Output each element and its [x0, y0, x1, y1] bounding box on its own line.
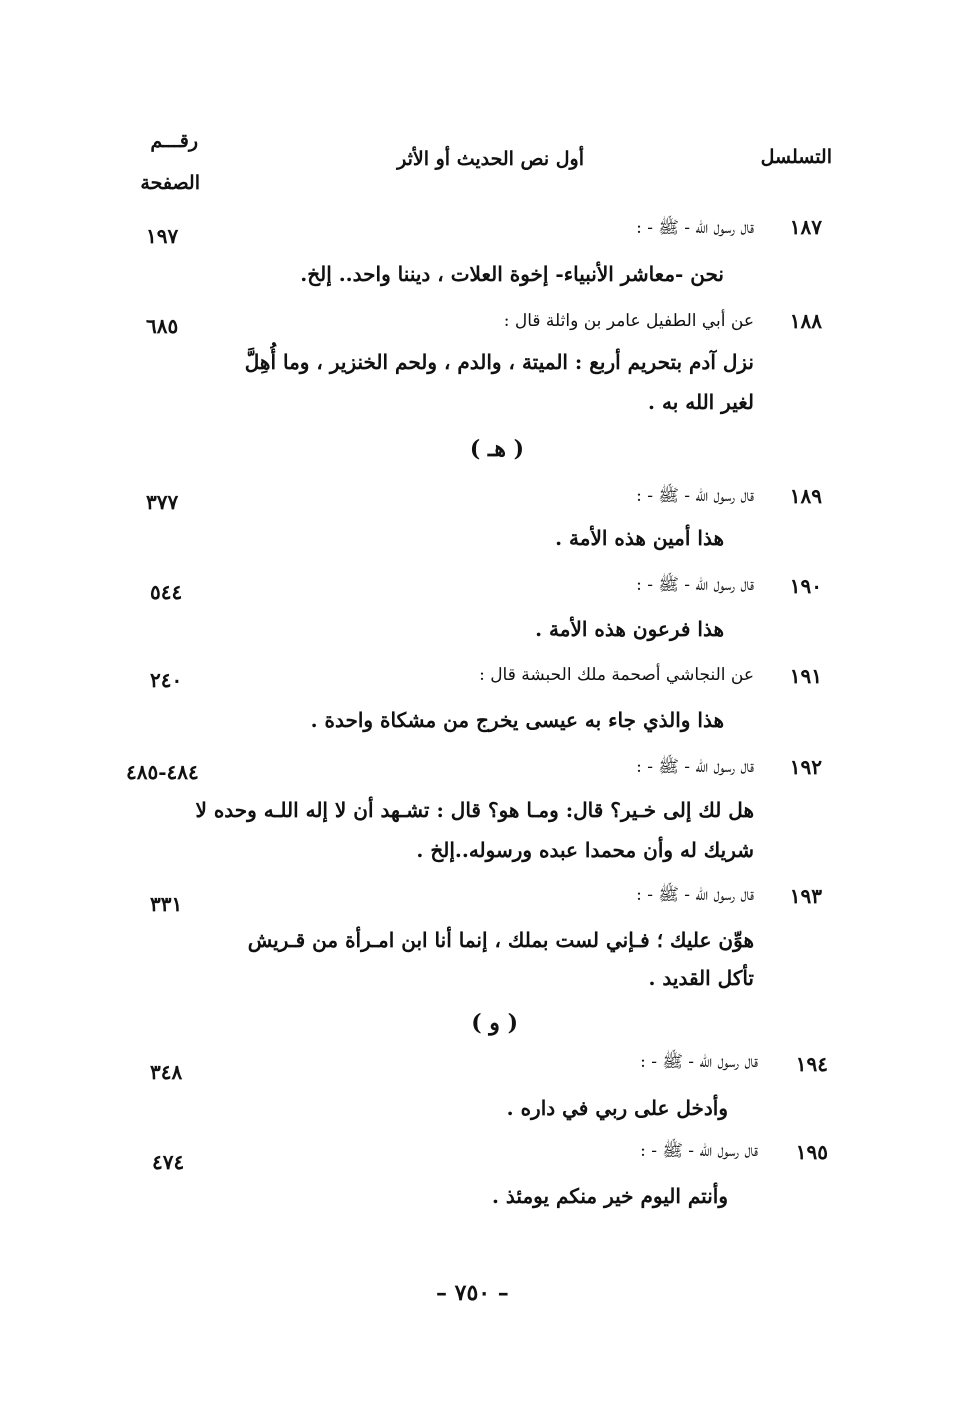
section-heading: ( و ): [471, 1010, 518, 1036]
entry-intro: قال رسول الله - ﷺ - :: [636, 486, 754, 506]
entry-intro: قال رسول الله - ﷺ - :: [636, 885, 754, 905]
entry-serial: ١٩٥: [795, 1140, 828, 1164]
entry-page-ref: ١٩٧: [146, 224, 179, 248]
entry-text-line: هذا والذي جاء به عيسى يخرج من مشكاة واحدة .: [310, 708, 724, 732]
entry-text-line: هذا فرعون هذه الأمة .: [535, 617, 724, 641]
page-number: – ٧٥٠ –: [436, 1280, 509, 1306]
header-page-number-line2: الصفحة: [140, 172, 200, 194]
header-serial: التسلسل: [760, 146, 832, 168]
entry-text-line: شريك له وأن محمدا عبده ورسوله..إلخ .: [416, 838, 754, 862]
entry-text-line: تأكل القديد .: [648, 966, 754, 990]
entry-serial: ١٨٩: [789, 484, 822, 508]
entry-page-ref: ٢٤٠: [150, 668, 183, 692]
entry-page-ref: ٤٧٤: [152, 1150, 185, 1174]
entry-page-ref: ٣٤٨: [150, 1060, 183, 1084]
entry-page-ref: ٦٨٥: [146, 314, 179, 338]
entry-intro: قال رسول الله - ﷺ - :: [636, 757, 754, 777]
entry-intro: قال رسول الله - ﷺ - :: [640, 1052, 758, 1072]
section-heading: ( هـ ): [469, 436, 524, 462]
entry-serial: ١٩١: [789, 664, 822, 688]
entry-page-ref: ٥٤٤: [150, 580, 183, 604]
entry-intro: قال رسول الله - ﷺ - :: [636, 575, 754, 595]
entry-text-line: وأنتم اليوم خير منكم يومئذ .: [492, 1184, 728, 1208]
entry-serial: ١٩٣: [789, 884, 822, 908]
entry-serial: ١٩٤: [795, 1052, 828, 1076]
entry-page-ref: ٤٨٤-٤٨٥: [126, 760, 199, 784]
entry-page-ref: ٣٧٧: [146, 490, 179, 514]
entry-text-line: هوِّن عليك ؛ فـإني لست بملك ، إنما أنا ابن امـرأة من قـريش: [247, 928, 754, 952]
entry-intro: قال رسول الله - ﷺ - :: [636, 218, 754, 238]
entry-text-line: وأدخل على ربي في داره .: [506, 1096, 728, 1120]
entry-text-line: نحن -معاشر الأنبياء- إخوة العلات ، ديننا واحد.. إلخ.: [300, 262, 724, 286]
entry-text-line: هذا أمين هذه الأمة .: [555, 526, 724, 550]
entry-text-line: لغير الله به .: [648, 390, 754, 414]
entry-serial: ١٨٨: [789, 309, 822, 333]
entry-intro: عن النجاشي أصحمة ملك الحبشة قال :: [479, 665, 754, 685]
entry-serial: ١٩٠: [789, 574, 822, 598]
entry-intro: قال رسول الله - ﷺ - :: [640, 1141, 758, 1161]
entry-page-ref: ٣٣١: [150, 892, 183, 916]
entry-serial: ١٨٧: [789, 215, 822, 239]
entry-serial: ١٩٢: [789, 755, 822, 779]
entry-text-line: هل لك إلى خـير؟ قال: ومـا هو؟ قال : تشـهد أن لا إله اللـه وحده لا: [195, 798, 754, 822]
header-page-number-line1: رقـــم: [150, 130, 198, 152]
entry-text-line: نزل آدم بتحريم أربع : الميتة ، والدم ، ولحم الخنزير ، وما أُهِلَّ: [244, 350, 754, 374]
entry-intro: عن أبي الطفيل عامر بن واثلة قال :: [503, 311, 754, 331]
header-first-text: أول نص الحديث أو الأثر: [397, 148, 584, 170]
